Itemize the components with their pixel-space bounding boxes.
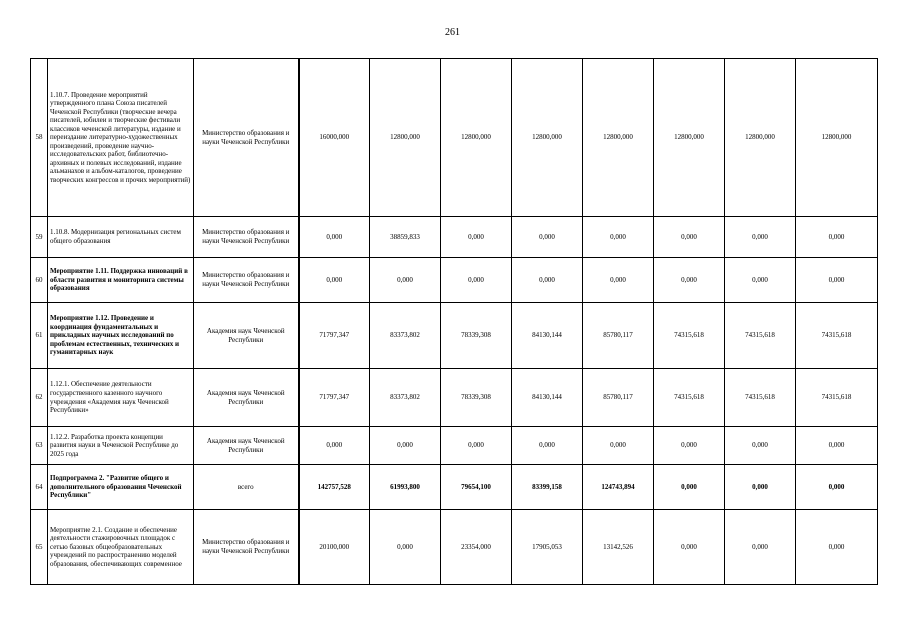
value-cell: 0,000 [583, 427, 654, 465]
value-cell: 0,000 [512, 427, 583, 465]
value-cell: 79654,100 [441, 465, 512, 510]
table-row [31, 258, 878, 303]
measure-name: Мероприятие 2.1. Создание и обеспечение деятельности стажировочных площадок с сетью базовых общеобразовательных учреждений по распространению моделей образования, обеспечивающих современное [48, 510, 194, 585]
value-cell: 0,000 [299, 217, 370, 258]
value-cell: 0,000 [725, 258, 796, 303]
value-cell: 83373,802 [370, 303, 441, 369]
executor: Министерство образования и науки Чеченской Республики [194, 59, 299, 217]
value-cell: 0,000 [441, 217, 512, 258]
row-number: 59 [31, 217, 48, 258]
executor: Академия наук Чеченской Республики [194, 427, 299, 465]
value-cell: 0,000 [654, 465, 725, 510]
value-cell: 74315,618 [654, 303, 725, 369]
measure-name: 1.10.7. Проведение мероприятий утвержденного плана Союза писателей Чеченской Республики (творческие вечера писателей, юбилеи и творческие фестивали классиков чеченской литературы, издание и переиздание литературно-художественных произведений, проведение научно-исследовательских работ, библиотечно-архивных и полевых исследований, издание альманахов и альбом-каталогов, проведение творческих конгрессов и прочих мероприятий) [48, 59, 194, 217]
table-row [31, 427, 878, 465]
executor: Министерство образования и науки Чеченской Республики [194, 217, 299, 258]
row-number: 62 [31, 369, 48, 427]
value-cell: 74315,618 [725, 369, 796, 427]
value-cell: 0,000 [370, 427, 441, 465]
value-cell: 83373,802 [370, 369, 441, 427]
measure-name: 1.12.1. Обеспечение деятельности государственного казенного научного учреждения «Академия наук Чеченской Республики» [48, 369, 194, 427]
value-cell: 78339,308 [441, 303, 512, 369]
measure-name: 1.10.8. Модернизация региональных систем общего образования [48, 217, 194, 258]
value-cell: 0,000 [796, 510, 878, 585]
value-cell: 13142,526 [583, 510, 654, 585]
row-number: 60 [31, 258, 48, 303]
executor: всего [194, 465, 299, 510]
row-number: 64 [31, 465, 48, 510]
table-row [31, 303, 878, 369]
value-cell: 74315,618 [796, 369, 878, 427]
value-cell: 85780,117 [583, 303, 654, 369]
value-cell: 0,000 [725, 465, 796, 510]
executor: Министерство образования и науки Чеченской Республики [194, 258, 299, 303]
value-cell: 12800,000 [654, 59, 725, 217]
value-cell: 0,000 [654, 427, 725, 465]
value-cell: 0,000 [725, 217, 796, 258]
value-cell: 84130,144 [512, 303, 583, 369]
value-cell: 78339,308 [441, 369, 512, 427]
row-number: 58 [31, 59, 48, 217]
measure-name: 1.12.2. Разработка проекта концепции развития науки в Чеченской Республике до 2025 года [48, 427, 194, 465]
row-number: 63 [31, 427, 48, 465]
row-number: 61 [31, 303, 48, 369]
table-row [31, 510, 878, 585]
table-row [31, 59, 878, 217]
value-cell: 12800,000 [441, 59, 512, 217]
value-cell: 71797,347 [299, 303, 370, 369]
value-cell: 17905,053 [512, 510, 583, 585]
value-cell: 0,000 [796, 465, 878, 510]
value-cell: 0,000 [654, 217, 725, 258]
value-cell: 83399,158 [512, 465, 583, 510]
value-cell: 0,000 [299, 427, 370, 465]
measure-name: Подпрограмма 2. "Развитие общего и дополнительного образования Чеченской Республики" [48, 465, 194, 510]
value-cell: 12800,000 [512, 59, 583, 217]
executor: Академия наук Чеченской Республики [194, 369, 299, 427]
value-cell: 0,000 [512, 217, 583, 258]
value-cell: 0,000 [370, 510, 441, 585]
value-cell: 0,000 [654, 258, 725, 303]
value-cell: 85780,117 [583, 369, 654, 427]
value-cell: 61993,800 [370, 465, 441, 510]
executor: Министерство образования и науки Чеченской Республики [194, 510, 299, 585]
value-cell: 20100,000 [299, 510, 370, 585]
value-cell: 0,000 [299, 258, 370, 303]
executor: Академия наук Чеченской Республики [194, 303, 299, 369]
value-cell: 0,000 [796, 217, 878, 258]
value-cell: 74315,618 [725, 303, 796, 369]
value-cell: 0,000 [725, 427, 796, 465]
table-row [31, 217, 878, 258]
table-row [31, 369, 878, 427]
value-cell: 12800,000 [796, 59, 878, 217]
measure-name: Мероприятие 1.12. Проведение и координация фундаментальных и прикладных научных исследований по проблемам естественных, технических и гуманитарных наук [48, 303, 194, 369]
value-cell: 0,000 [441, 427, 512, 465]
value-cell: 142757,528 [299, 465, 370, 510]
value-cell: 0,000 [583, 217, 654, 258]
value-cell: 71797,347 [299, 369, 370, 427]
value-cell: 124743,894 [583, 465, 654, 510]
value-cell: 16000,000 [299, 59, 370, 217]
measure-name: Мероприятие 1.11. Поддержка инноваций в области развития и мониторинга системы образования [48, 258, 194, 303]
value-cell: 0,000 [796, 427, 878, 465]
value-cell: 74315,618 [796, 303, 878, 369]
value-cell: 0,000 [796, 258, 878, 303]
budget-table [30, 58, 878, 585]
value-cell: 0,000 [441, 258, 512, 303]
value-cell: 0,000 [725, 510, 796, 585]
value-cell: 0,000 [370, 258, 441, 303]
value-cell: 12800,000 [725, 59, 796, 217]
value-cell: 0,000 [583, 258, 654, 303]
value-cell: 38859,833 [370, 217, 441, 258]
page-number: 261 [445, 27, 460, 38]
value-cell: 74315,618 [654, 369, 725, 427]
row-number: 65 [31, 510, 48, 585]
value-cell: 12800,000 [370, 59, 441, 217]
value-cell: 0,000 [512, 258, 583, 303]
value-cell: 12800,000 [583, 59, 654, 217]
value-cell: 0,000 [654, 510, 725, 585]
value-cell: 23354,000 [441, 510, 512, 585]
table-row [31, 465, 878, 510]
value-cell: 84130,144 [512, 369, 583, 427]
